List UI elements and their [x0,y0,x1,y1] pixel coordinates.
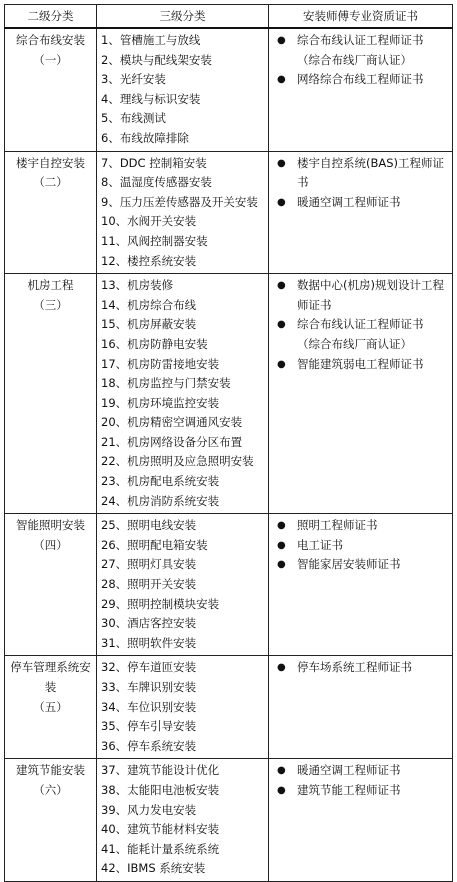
category-name: 建筑节能安装 [16,763,85,778]
bullet-icon: ● [277,358,286,370]
certificates-cell [269,151,453,274]
table-body [5,28,453,881]
list-item: 39、风力发电安装 [101,802,197,817]
certificates-cell [269,514,453,656]
bullet-icon: ● [277,196,286,208]
list-item: 9、压力压差传感器及开关安装 [101,194,258,209]
list-item: 33、车牌识别安装 [101,680,197,694]
certificate-entry [273,536,449,556]
list-item: 15、机房屏蔽安装 [101,317,197,332]
list-item: 29、照明控制模块安装 [101,596,220,611]
list-item: 41、能耗计量系统系统 [101,841,220,856]
items-cell [97,28,269,151]
certificate-name: 楼宇自控系统(BAS)工程师证书 [297,155,445,190]
certificate-note: （综合布线厂商认证） [297,336,412,351]
list-item: 34、车位识别安装 [101,699,197,714]
list-item: 6、布线故障排除 [101,130,189,145]
list-item: 2、模块与配线架安装 [101,52,212,67]
bullet-icon: ● [277,784,286,796]
bullet-icon: ● [277,765,286,777]
category-name: 停车管理系统安装 [10,660,91,694]
list-item: 17、机房防雷接地安装 [101,356,220,371]
certificate-name: 照明工程师证书 [297,518,378,533]
certificate-entry [273,276,449,315]
bullet-icon: ● [277,280,286,292]
certificate-entry [273,154,449,193]
list-item: 32、停车道匝安装 [101,660,197,675]
certificate-name: 数据中心(机房)规划设计工程师证书 [297,278,444,312]
category-number: （一） [33,52,68,67]
category-number: （六） [33,782,68,797]
category-cell [5,759,97,882]
list-item: 26、照明配电箱安装 [101,537,208,552]
list-item: 11、风阀控制器安装 [101,233,208,248]
list-item: 40、建筑节能材料安装 [101,822,220,837]
certificate-entry [273,355,449,375]
list-item: 8、温湿度传感器安装 [101,175,212,190]
certificate-name: 暖通空调工程师证书 [297,194,401,209]
list-item: 35、停车引导安装 [101,719,197,734]
list-item: 24、机房消防系统安装 [101,493,220,508]
certificate-entry [273,781,449,801]
certificate-name: 网络综合布线工程师证书 [297,72,424,87]
table-row [5,656,453,759]
bullet-icon: ● [277,662,286,674]
list-item: 20、机房精密空调通风安装 [101,415,243,430]
items-cell [97,514,269,656]
category-name: 综合布线安装 [16,33,85,47]
bullet-icon: ● [277,157,286,169]
header-installer-certificate: 安装师傅专业资质证书 [269,5,453,29]
certificates-cell [269,28,453,151]
list-item: 1、管槽施工与放线 [101,33,201,47]
certificates-cell [269,274,453,514]
category-name: 智能照明安装 [16,518,85,533]
list-item: 18、机房监控与门禁安装 [101,376,231,391]
table-row [5,514,453,656]
list-item: 22、机房照明及应急照明安装 [101,454,254,469]
table-row [5,28,453,151]
category-cell [5,151,97,274]
category-number: （四） [33,537,68,552]
category-cell [5,656,97,759]
table-row [5,759,453,882]
table-row [5,274,453,514]
header-secondary-category: 二级分类 [5,5,97,29]
category-number: （三） [33,297,68,312]
certificate-entry [273,516,449,536]
table-row [5,151,453,274]
items-cell [97,274,269,514]
items-cell [97,656,269,759]
list-item: 13、机房装修 [101,278,174,293]
list-item: 38、太能阳电池板安装 [101,782,220,797]
certificate-name: 电工证书 [297,537,343,552]
category-number: （二） [33,175,68,190]
list-item: 28、照明开关安装 [101,577,197,592]
list-item: 27、照明灯具安装 [101,557,197,572]
header-row [5,5,453,29]
bullet-icon: ● [277,35,286,46]
certificate-name: 智能家居安装师证书 [297,557,401,572]
certificate-name: 暖通空调工程师证书 [297,763,401,778]
certificates-cell [269,656,453,759]
list-item: 5、布线测试 [101,111,166,126]
bullet-icon: ● [277,559,286,571]
qualification-table [4,4,453,882]
list-item: 7、DDC 控制箱安装 [101,155,207,170]
category-cell [5,274,97,514]
list-item: 23、机房配电系统安装 [101,474,220,489]
list-item: 12、楼控系统安装 [101,253,197,268]
category-name: 机房工程 [27,278,74,293]
certificate-entry [273,555,449,575]
header-tertiary-category: 三级分类 [97,5,269,29]
certificate-entry [273,315,449,354]
certificate-name: 智能建筑弱电工程师证书 [297,356,424,371]
list-item: 42、IBMS 系统安装 [101,861,206,876]
list-item: 4、理线与标识安装 [101,91,201,106]
certificate-entry [273,761,449,781]
list-item: 21、机房网络设备分区布置 [101,434,243,449]
table-header [5,5,453,29]
category-name: 楼宇自控安装 [16,155,85,170]
bullet-icon: ● [277,520,286,532]
certificate-name: 建筑节能工程师证书 [297,782,401,797]
list-item: 19、机房环境监控安装 [101,395,220,410]
certificate-entry [273,658,449,678]
list-item: 36、停车系统安装 [101,738,197,753]
items-cell [97,759,269,882]
certificate-entry [273,31,449,70]
category-cell [5,514,97,656]
certificates-cell [269,759,453,882]
certificate-entry [273,193,449,213]
certificate-name: 综合布线认证工程师证书 [297,33,424,47]
bullet-icon: ● [277,74,286,86]
list-item: 16、机房防静电安装 [101,336,208,351]
category-number: （五） [33,699,68,714]
certificate-name: 综合布线认证工程师证书 [297,317,424,332]
list-item: 30、酒店客控安装 [101,616,197,631]
list-item: 3、光纤安装 [101,72,166,87]
items-cell [97,151,269,274]
list-item: 10、水阀开关安装 [101,214,197,229]
list-item: 31、照明软件安装 [101,635,197,650]
list-item: 37、建筑节能设计优化 [101,763,220,778]
certificate-name: 停车场系统工程师证书 [297,660,412,675]
list-item: 25、照明电线安装 [101,518,197,533]
bullet-icon: ● [277,319,286,331]
certificate-note: （综合布线厂商认证） [297,52,412,67]
category-cell [5,28,97,151]
list-item: 14、机房综合布线 [101,297,197,312]
bullet-icon: ● [277,539,286,551]
certificate-entry [273,70,449,90]
